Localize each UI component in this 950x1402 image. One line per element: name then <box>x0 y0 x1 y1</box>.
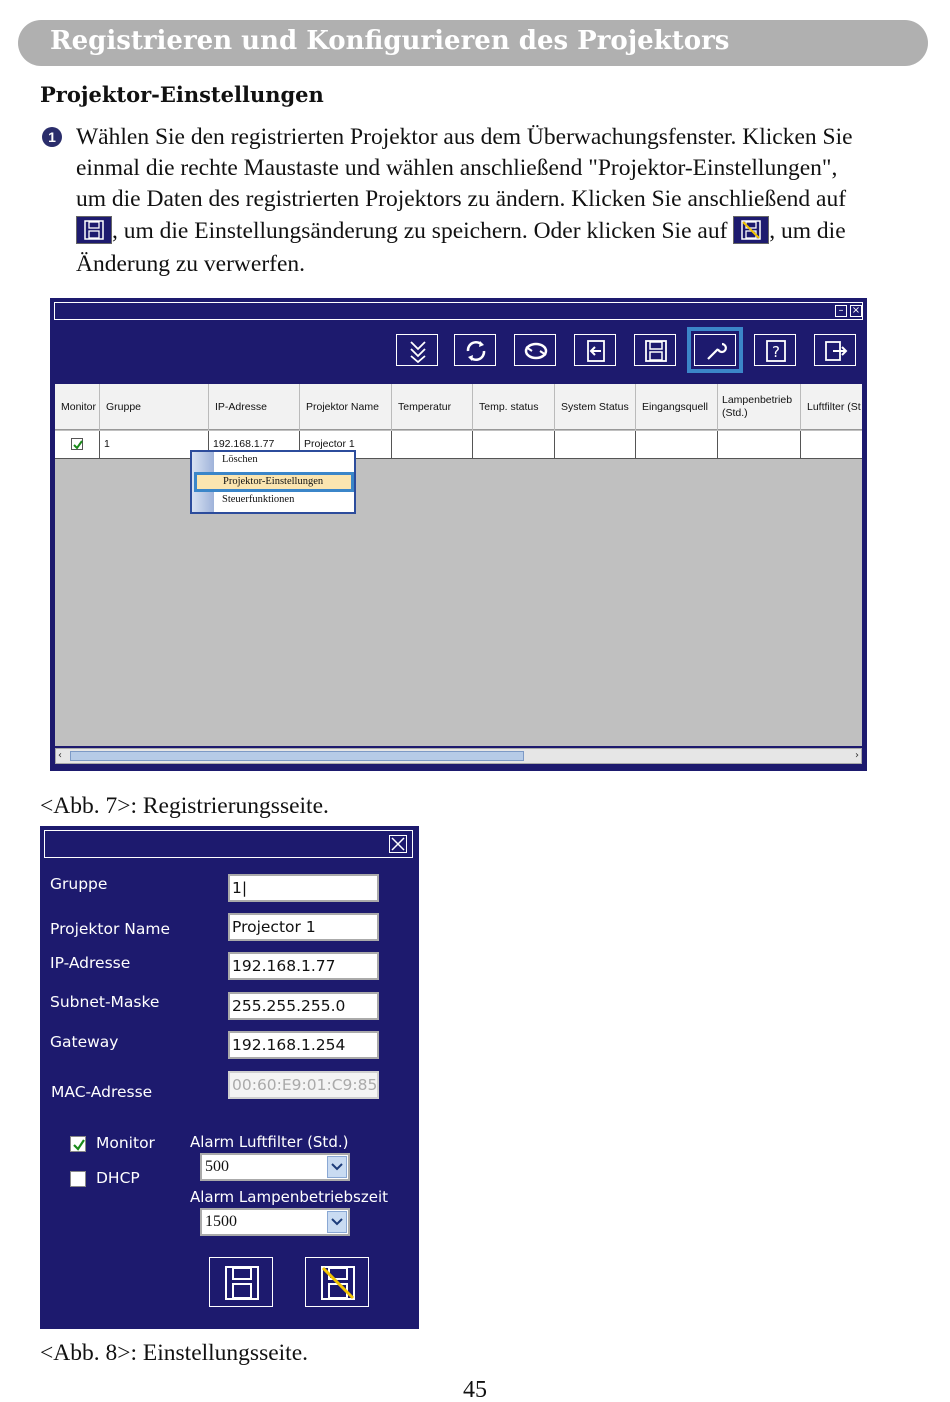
projector-name-label: Projektor Name <box>50 920 170 938</box>
save-button[interactable] <box>634 334 676 366</box>
close-icon[interactable] <box>389 835 407 853</box>
column-header[interactable]: Monitor <box>55 384 100 430</box>
column-header[interactable]: IP-Adresse <box>209 384 300 430</box>
table-cell <box>555 431 636 459</box>
monitor-cell <box>55 431 100 459</box>
step-text-line: Wählen Sie den registrierten Projektor aus dem Überwachungsfenster. Klicken Sie <box>76 124 853 150</box>
step-text-fragment: , um die <box>769 218 846 244</box>
close-icon[interactable]: × <box>851 305 861 316</box>
refresh-icon <box>464 339 488 363</box>
save-button[interactable] <box>209 1257 273 1307</box>
group-label: Gruppe <box>50 875 108 893</box>
figure-caption: <Abb. 7>: Registrierungsseite. <box>40 793 329 819</box>
table-row[interactable] <box>55 431 862 459</box>
menu-item-projector-settings[interactable]: Projektor-Einstellungen <box>194 472 354 492</box>
svg-text:?: ? <box>772 343 780 361</box>
checkmark-icon <box>72 1138 86 1152</box>
chapter-banner <box>18 20 928 66</box>
sync-button[interactable] <box>514 334 556 366</box>
horizontal-scrollbar[interactable] <box>55 748 862 764</box>
column-header[interactable]: Gruppe <box>100 384 209 430</box>
column-header[interactable]: Lampenbetrieb (Std.) <box>718 384 801 430</box>
lamp-alarm-value: 1500 <box>205 1213 237 1230</box>
minimize-icon[interactable]: – <box>835 305 847 317</box>
wrench-icon <box>704 339 728 363</box>
step-number-badge: 1 <box>42 127 62 147</box>
lamp-alarm-label: Alarm Lampenbetriebszeit <box>190 1188 389 1206</box>
save-icon <box>224 1265 260 1301</box>
column-header[interactable]: Eingangsquell <box>636 384 718 430</box>
figure-caption: <Abb. 8>: Einstellungsseite. <box>40 1340 309 1366</box>
step-text-line: um die Daten des registrierten Projektors zu ändern. Klicken Sie anschließend auf <box>76 186 847 212</box>
gateway-input[interactable]: 192.168.1.254 <box>228 1031 379 1059</box>
name-cell: Projector 1 <box>300 431 392 459</box>
monitor-window-screenshot <box>50 298 867 771</box>
discard-button[interactable] <box>305 1257 369 1307</box>
expand-button[interactable] <box>396 334 438 366</box>
subnet-mask-input[interactable]: 255.255.255.0 <box>228 992 379 1020</box>
checkmark-icon <box>72 439 84 451</box>
table-cell <box>718 431 801 459</box>
sync-icon <box>524 339 548 363</box>
dhcp-checkbox[interactable] <box>70 1171 86 1187</box>
table-cell <box>392 431 473 459</box>
menu-item-control-functions[interactable]: Steuerfunktionen <box>222 494 295 505</box>
lamp-alarm-select[interactable] <box>200 1208 350 1236</box>
chevron-down-icon[interactable] <box>327 1211 347 1233</box>
column-header[interactable]: Luftfilter (St <box>807 400 861 413</box>
discard-icon <box>320 1265 356 1301</box>
scroll-right-icon[interactable]: › <box>855 750 859 761</box>
chapter-title: Registrieren und Konfigurieren des Projektors <box>50 26 730 56</box>
table-cell <box>801 431 862 459</box>
projector-table <box>55 384 862 746</box>
window-titlebar <box>54 302 863 320</box>
chevron-down-icon[interactable] <box>327 1156 347 1178</box>
table-cell <box>636 431 718 459</box>
group-cell: 1 <box>100 431 209 459</box>
save-icon <box>644 339 668 363</box>
menu-item-delete[interactable]: Löschen <box>222 454 258 465</box>
mac-address-input: 00:60:E9:01:C9:85 <box>228 1071 379 1099</box>
step-text-line <box>76 216 846 247</box>
filter-alarm-value: 500 <box>205 1158 229 1175</box>
scrollbar-thumb[interactable] <box>70 751 524 761</box>
filter-alarm-label: Alarm Luftfilter (Std.) <box>190 1133 349 1151</box>
section-heading: Projektor-Einstellungen <box>40 82 324 107</box>
filter-alarm-select[interactable] <box>200 1153 350 1181</box>
column-header[interactable]: Temp. status <box>473 384 555 430</box>
table-header <box>55 384 862 430</box>
settings-window-screenshot <box>40 826 419 1329</box>
step-text-line: Änderung zu verwerfen. <box>76 251 306 277</box>
double-chevron-down-icon <box>406 339 430 363</box>
scroll-left-icon[interactable]: ‹ <box>58 750 62 761</box>
gateway-label: Gateway <box>50 1033 119 1051</box>
import-icon <box>584 339 608 363</box>
save-icon <box>76 216 112 244</box>
context-menu <box>190 450 356 514</box>
dhcp-checkbox-label: DHCP <box>96 1169 140 1187</box>
ip-address-label: IP-Adresse <box>50 954 131 972</box>
column-header[interactable]: System Status <box>555 384 636 430</box>
window-titlebar <box>44 830 413 858</box>
subnet-mask-label: Subnet-Maske <box>50 993 160 1011</box>
table-cell <box>473 431 555 459</box>
refresh-button[interactable] <box>454 334 496 366</box>
ip-address-input[interactable]: 192.168.1.77 <box>228 952 379 980</box>
monitor-checkbox[interactable] <box>71 438 83 450</box>
monitor-checkbox[interactable] <box>70 1136 86 1152</box>
help-icon <box>764 339 788 363</box>
mac-address-label: MAC-Adresse <box>51 1083 153 1101</box>
settings-button[interactable] <box>694 334 736 366</box>
step-text-line: einmal die rechte Maustaste und wählen anschließend "Projektor-Einstellungen", <box>76 155 838 181</box>
ip-cell: 192.168.1.77 <box>209 431 300 459</box>
import-button[interactable] <box>574 334 616 366</box>
monitor-checkbox-label: Monitor <box>96 1134 155 1152</box>
exit-icon <box>824 339 848 363</box>
column-header[interactable]: Temperatur <box>392 384 473 430</box>
projector-name-input[interactable]: Projector 1 <box>228 913 379 941</box>
page-number: 45 <box>463 1377 487 1402</box>
group-input[interactable]: 1| <box>228 874 379 902</box>
column-header[interactable]: Projektor Name <box>300 384 392 430</box>
help-button[interactable] <box>754 334 796 366</box>
exit-button[interactable] <box>814 334 856 366</box>
discard-icon <box>733 216 769 244</box>
step-text-fragment: , um die Einstellungsänderung zu speichern. Oder klicken Sie auf <box>112 218 728 244</box>
